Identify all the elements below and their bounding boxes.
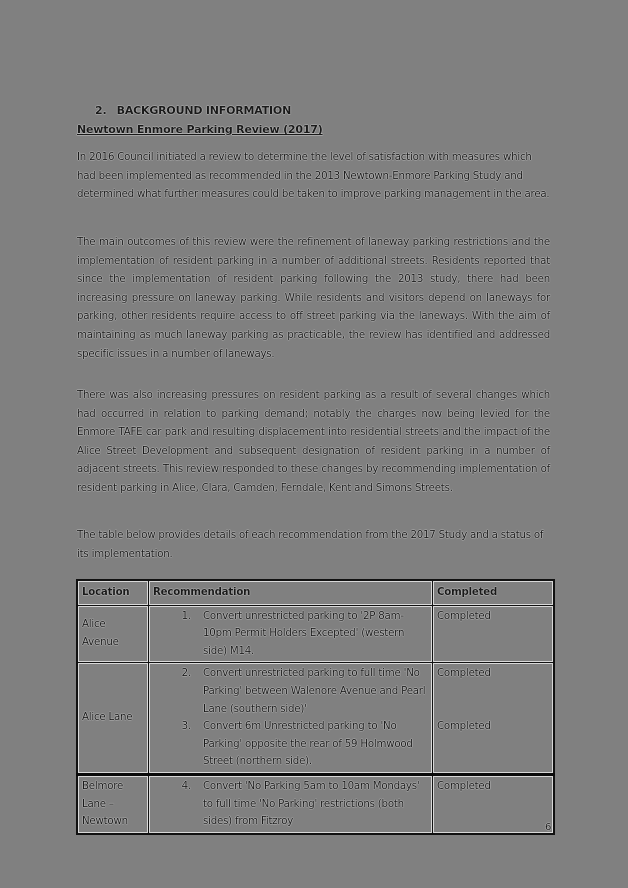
header-location: Location: [77, 580, 149, 605]
item-number: 3.: [181, 721, 191, 733]
status-text: Completed: [437, 668, 491, 680]
status-text: Completed: [437, 610, 491, 622]
location-cell: Belmore Lane – Newtown: [77, 774, 149, 833]
table-row: [77, 774, 554, 833]
section-title: BACKGROUND INFORMATION: [116, 104, 292, 117]
recommendation-item: [153, 778, 428, 831]
status-cell: [433, 605, 555, 663]
status-text: Completed: [437, 780, 491, 792]
item-number: 2.: [181, 668, 191, 680]
status-cell: [433, 663, 555, 775]
table-row: [77, 663, 554, 775]
header-recommendation: Recommendation: [149, 580, 433, 605]
item-number: 1.: [181, 610, 191, 622]
item-text: Convert 6m Unrestricted parking to 'No Parking' opposite the rear of 59 Holmwood Street (northern side).: [203, 721, 413, 768]
status-text: Completed: [437, 720, 491, 732]
page-number: 6: [545, 822, 552, 833]
status-cell: [433, 774, 555, 833]
location-cell: Alice Lane: [77, 663, 149, 775]
paragraph-outcomes: The main outcomes of this review were the refinement of laneway parking restrictions and the implementation of resident parking in a number of additional streets. Residents reported that since the implementation of resident parking following the 2013 study, there had been increasing pressure on laneway parking. While residents and visitors depend on laneways for parking, other residents require access to off street parking via the laneways. With the aim of maintaining as much laneway parking as practicable, the review has identified and addressed specific issues in a number of laneways.: [77, 237, 550, 360]
item-text: Convert 'No Parking 5am to 10am Mondays' to full time 'No Parking' restrictions (both sides) from Fitzroy: [203, 780, 420, 828]
header-completed: Completed: [433, 580, 555, 605]
recommendation-item: [153, 665, 428, 718]
item-text: Convert unrestricted parking to full time 'No Parking' between Walenore Avenue and Pearl Lane (southern side)': [203, 668, 426, 715]
recommendation-item: [153, 608, 428, 661]
paragraph-intro: In 2016 Council initiated a review to determine the level of satisfaction with measures which had been implemented as recommended in the 2013 Newtown-Enmore Parking Study and determined what further measures could be taken to improve parking management in the area.: [77, 152, 550, 201]
section-subtitle: Newtown Enmore Parking Review (2017): [77, 123, 323, 136]
item-text: Convert unrestricted parking to '2P 8am-10pm Permit Holders Excepted' (western side) M14.: [203, 610, 405, 657]
recommendation-cell: [149, 663, 433, 775]
section-number: 2.: [95, 104, 107, 117]
location-cell: Alice Avenue: [77, 605, 149, 663]
recommendation-item: [153, 718, 428, 771]
paragraph-table-intro: The table below provides details of each recommendation from the 2017 Study and a status of its implementation.: [77, 530, 544, 560]
paragraph-pressures: There was also increasing pressures on resident parking as a result of several changes which had occurred in relation to parking demand; notably the charges now being levied for the Enmore TAFE car park and resulting displacement into residential streets and the impact of the Alice Street Development and subsequent designation of resident parking in a number of adjacent streets. This review responded to these changes by recommending implementation of resident parking in Alice, Clara, Camden, Ferndale, Kent and Simons Streets.: [77, 390, 550, 494]
recommendations-table: [76, 579, 555, 835]
item-number: 4.: [181, 780, 191, 792]
section-heading: [95, 104, 291, 117]
recommendation-cell: [149, 605, 433, 663]
table-header-row: [77, 580, 554, 605]
table-row: [77, 605, 554, 663]
recommendation-cell: [149, 774, 433, 833]
